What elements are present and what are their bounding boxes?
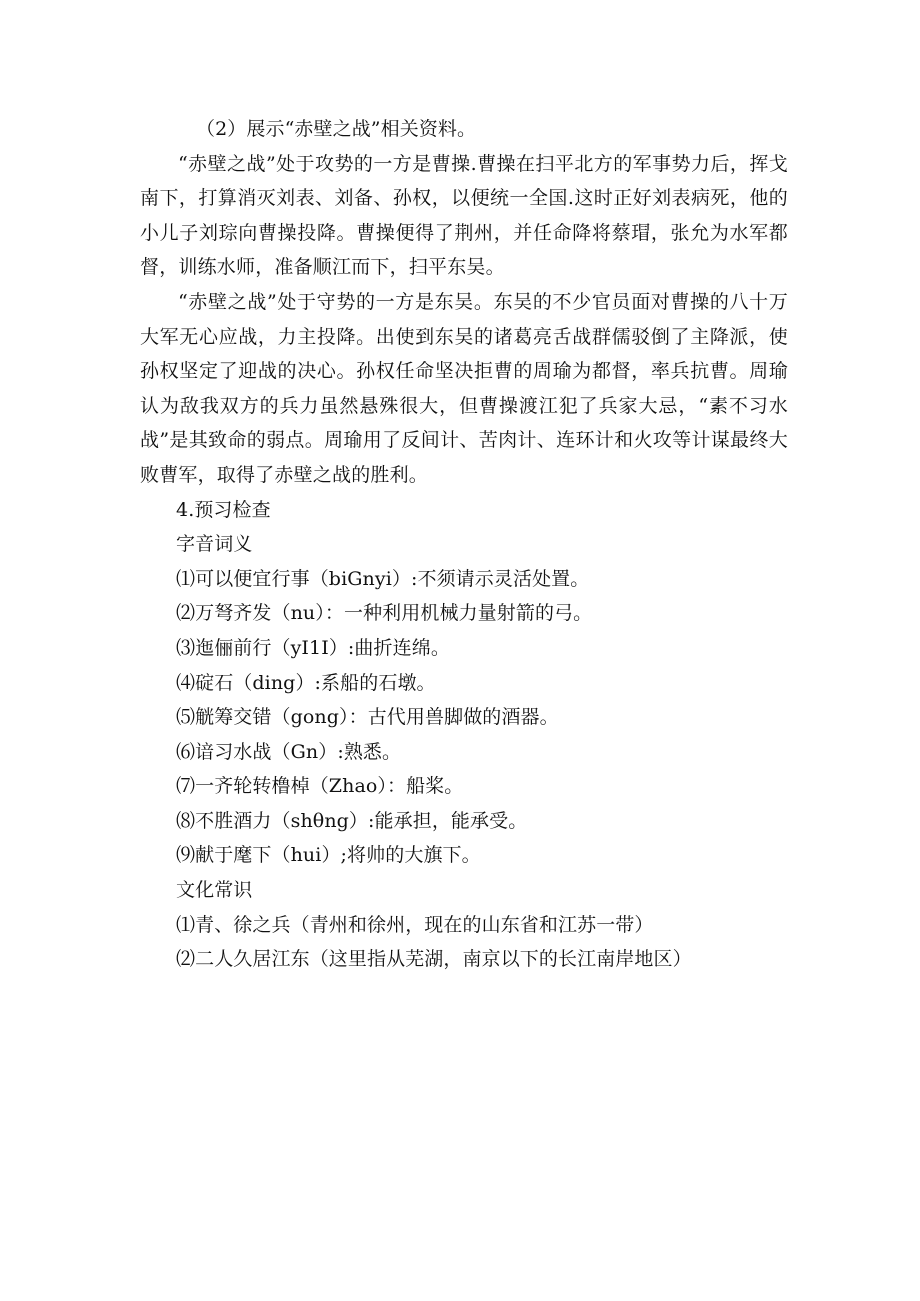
subheading-pronunciation-meaning: 字音词义 — [176, 533, 253, 556]
vocab-item: ⑵万弩齐发（nu）：一种利用机械力量射箭的弓。 — [176, 602, 593, 625]
vocab-item: ⑷碇石（ding）:系船的石墩。 — [176, 671, 436, 694]
vocab-item: ⑺一齐轮转橹棹（Zhao）：船桨。 — [176, 775, 464, 798]
culture-item: ⑵二人久居江东（这里指从芜湖，南京以下的长江南岸地区） — [176, 948, 692, 971]
vocab-item: ⑴可以便宜行事（biGnyi）:不须请示灵活处置。 — [176, 567, 590, 590]
section-heading-materials: （2）展示“赤壁之战”相关资料。 — [196, 118, 477, 140]
section-heading-preview-check: 4.预习检查 — [176, 498, 271, 521]
culture-item: ⑴青、徐之兵（青州和徐州，现在的山东省和江苏一带） — [176, 913, 654, 936]
vocab-item: ⑸觥筹交错（gong）：古代用兽脚做的酒器。 — [176, 706, 559, 729]
paragraph-offensive-side: “赤壁之战”处于攻势的一方是曹操.曹操在扫平北方的军事势力后，挥戈南下，打算消灭刘表、刘备、孙权，以便统一全国.这时正好刘表病死，他的小儿子刘琮向曹操投降。曹操便得了荆州，并任命降将蔡瑁，张允为水军都督，训练水师，准备顺江而下，扫平东吴。 — [140, 152, 788, 279]
vocab-item: ⑶迤俪前行（yI1I）:曲折连绵。 — [176, 636, 450, 659]
vocab-item: ⑼献于麾下（hui）;将帅的大旗下。 — [176, 844, 481, 867]
document-body — [140, 112, 788, 977]
subheading-cultural-knowledge: 文化常识 — [176, 879, 253, 902]
paragraph-defensive-side: “赤壁之战”处于守势的一方是东吴。东吴的不少官员面对曹操的八十万大军无心应战，力主投降。出使到东吴的诸葛亮舌战群儒驳倒了主降派，使孙权坚定了迎战的决心。孙权任命坚决拒曹的周瑜为都督，率兵抗曹。周瑜认为敌我双方的兵力虽然悬殊很大，但曹操渡江犯了兵家大忌，“素不习水战”是其致命的弱点。周瑜用了反间计、苦肉计、连环计和火攻等计谋最终大败曹军，取得了赤壁之战的胜利。 — [140, 290, 788, 486]
vocab-item: ⑹谙习水战（Gn）:熟悉。 — [176, 740, 402, 763]
vocab-item: ⑻不胜酒力（shθng）:能承担，能承受。 — [176, 809, 528, 832]
